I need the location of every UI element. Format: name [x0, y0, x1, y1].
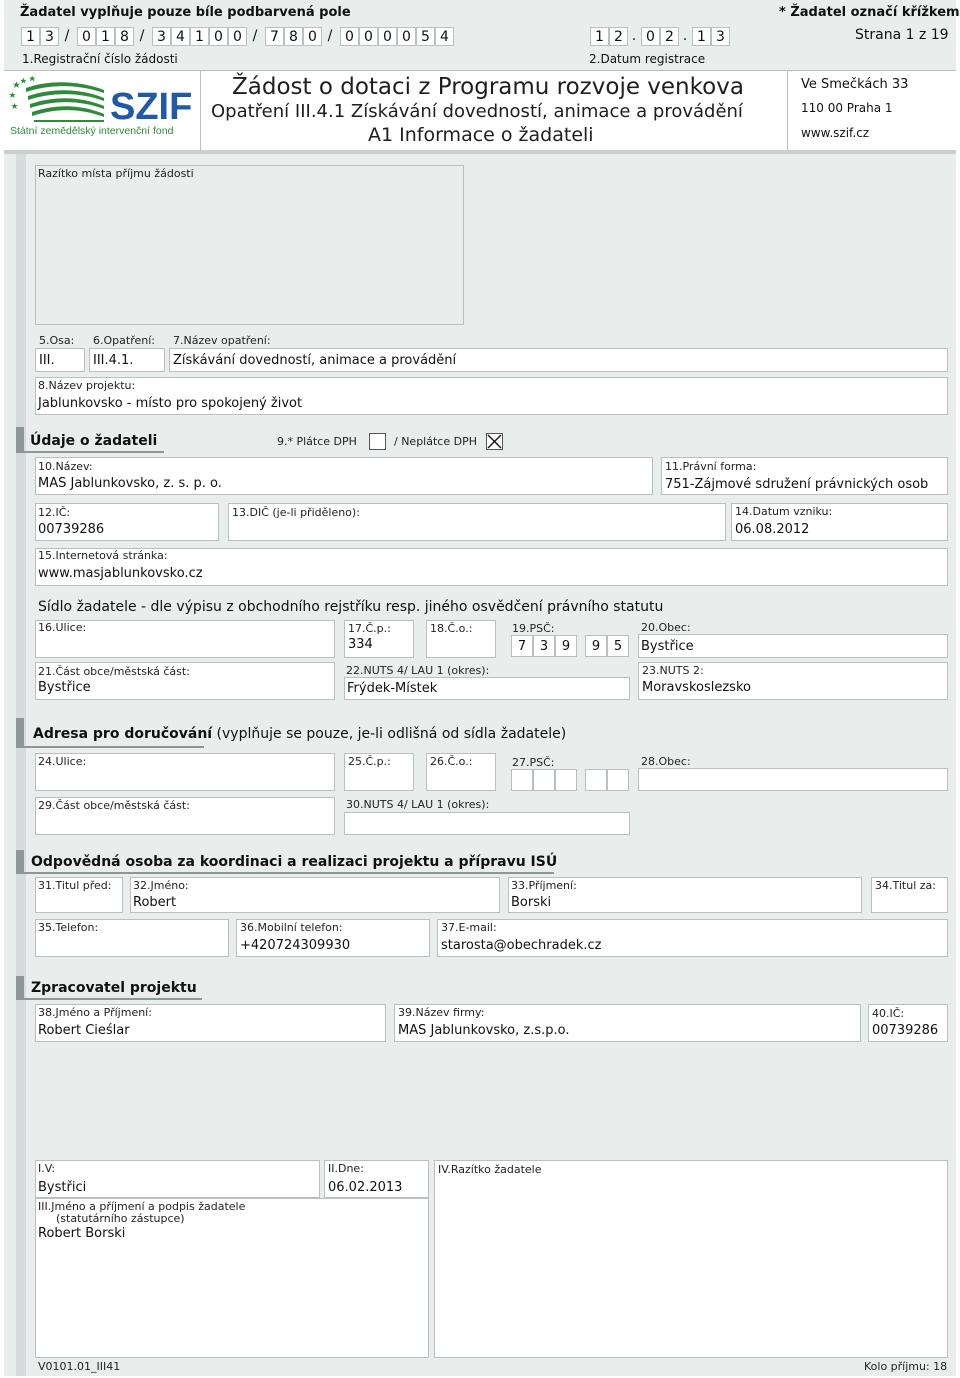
registration-digit: 1: [190, 27, 209, 46]
measure-name-label: 7.Název opatření:: [173, 334, 271, 347]
email-label: 37.E-mail:: [441, 921, 497, 934]
registration-date-digit: 1: [692, 27, 711, 46]
registration-separator: /: [252, 28, 258, 44]
measure-value: III.4.1.: [93, 353, 134, 368]
registration-digit: 5: [416, 27, 435, 46]
form-code: V0101.01_III41: [38, 1360, 121, 1373]
szif-logo-icon: [8, 76, 198, 140]
section-marker: [16, 976, 24, 1000]
seat-part-label: 21.Část obce/městská část:: [38, 665, 190, 678]
delivery-psc-digit[interactable]: [511, 769, 533, 791]
form-instructions: Žadatel vyplňuje pouze bíle podbarvená pole: [20, 5, 351, 20]
logo-text: SZIF: [110, 86, 193, 128]
delivery-nuts4-field[interactable]: [344, 812, 630, 835]
delivery-psc-digit[interactable]: [607, 769, 629, 791]
delivery-psc-digit[interactable]: [585, 769, 607, 791]
seat-psc-digit[interactable]: 7: [511, 635, 533, 657]
seat-co-label: 18.Č.o.:: [430, 622, 473, 635]
seat-city-value: Bystřice: [641, 639, 694, 654]
delivery-city-field[interactable]: [638, 768, 948, 791]
contact-heading: Odpovědná osoba za koordinaci a realizaci projektu a přípravu ISÚ: [31, 854, 558, 870]
seat-city-label: 20.Obec:: [641, 621, 691, 634]
form-title: Žádost o dotaci z Programu rozvoje venkova: [232, 74, 744, 100]
registration-separator: /: [64, 28, 70, 44]
founded-date-label: 14.Datum vzniku:: [735, 505, 833, 518]
seat-cp-label: 17.Č.p.:: [348, 622, 391, 635]
phone-label: 35.Telefon:: [38, 921, 99, 934]
email-value: starosta@obechradek.cz: [441, 938, 602, 953]
checkbox-cross-icon: [487, 434, 502, 449]
seat-cp-value: 334: [348, 637, 373, 652]
seat-psc-digit[interactable]: 3: [533, 635, 555, 657]
section-rule: [24, 872, 554, 874]
processor-firm-label: 39.Název firmy:: [398, 1006, 485, 1019]
registration-digit: 8: [115, 27, 134, 46]
section-marker: [16, 850, 24, 874]
brand-divider-right: [787, 71, 788, 151]
registration-digit: 1: [96, 27, 115, 46]
registration-separator: /: [139, 28, 145, 44]
processor-heading: Zpracovatel projektu: [31, 980, 197, 996]
registration-digit: 4: [171, 27, 190, 46]
delivery-psc-digit[interactable]: [533, 769, 555, 791]
delivery-heading-main: Adresa pro doručování: [33, 726, 213, 742]
seat-psc-label: 19.PSČ:: [512, 622, 555, 635]
seat-heading: Sídlo žadatele - dle výpisu z obchodního rejstříku resp. jiného osvědčení právního statutu: [38, 599, 664, 615]
registration-digit: 7: [265, 27, 284, 46]
processor-name-label: 38.Jméno a Příjmení:: [38, 1006, 152, 1019]
registration-digit: 0: [303, 27, 322, 46]
delivery-part-label: 29.Část obce/městská část:: [38, 799, 190, 812]
seat-nuts2-label: 23.NUTS 2:: [642, 664, 704, 677]
processor-name-value: Robert Cieślar: [38, 1023, 130, 1038]
delivery-psc-digit[interactable]: [555, 769, 577, 791]
last-name-label: 33.Příjmení:: [511, 879, 577, 892]
seat-nuts2-value: Moravskoslezsko: [642, 680, 751, 695]
registration-date-digit: 3: [711, 27, 730, 46]
section-marker: [16, 427, 24, 453]
vat-nonpayer-label: / Neplátce DPH: [394, 435, 477, 448]
axis-value: III.: [39, 353, 55, 368]
registration-digit: 0: [228, 27, 247, 46]
seat-psc-digit[interactable]: 9: [585, 635, 607, 657]
seat-street-label: 16.Ulice:: [38, 621, 87, 634]
axis-label: 5.Osa:: [39, 334, 75, 347]
delivery-cp-label: 25.Č.p.:: [348, 755, 391, 768]
place-label: I.V:: [38, 1162, 56, 1175]
registration-date-digit: 2: [609, 27, 628, 46]
registration-date-label: 2.Datum registrace: [589, 52, 706, 66]
measure-label: 6.Opatření:: [93, 334, 155, 347]
delivery-co-label: 26.Č.o.:: [430, 755, 473, 768]
registration-date-digit: 0: [641, 27, 660, 46]
szif-website: www.szif.cz: [801, 126, 870, 140]
registration-number-label: 1.Registrační číslo žádosti: [22, 52, 178, 66]
sign-date-value: 06.02.2013: [328, 1180, 403, 1195]
registration-digit: 3: [152, 27, 171, 46]
delivery-street-label: 24.Ulice:: [38, 755, 87, 768]
website-label: 15.Internetová stránka:: [38, 549, 168, 562]
registration-digit: 0: [340, 27, 359, 46]
processor-ic-value: 00739286: [872, 1023, 939, 1038]
intake-round: Kolo příjmu: 18: [864, 1360, 948, 1373]
processor-firm-value: MAS Jablunkovsko, z.s.p.o.: [398, 1023, 570, 1038]
applicant-name-label: 10.Název:: [38, 460, 93, 473]
seat-nuts4-value: Frýdek-Místek: [347, 681, 438, 696]
left-margin-bar: [16, 154, 26, 1376]
mobile-value: +420724309930: [240, 938, 351, 953]
signer-sublabel: (statutárního zástupce): [56, 1212, 185, 1225]
registration-digit: 0: [209, 27, 228, 46]
applicant-name-value: MAS Jablunkovsko, z. s. p. o.: [38, 476, 222, 491]
title-before-label: 31.Titul před:: [38, 879, 112, 892]
szif-address-street: Ve Smečkách 33: [801, 77, 909, 92]
registration-digit: 4: [435, 27, 454, 46]
applicant-stamp-label: IV.Razítko žadatele: [438, 1163, 542, 1176]
delivery-heading-note: (vyplňuje se pouze, je-li odlišná od sídla žadatele): [212, 726, 567, 742]
registration-digit: 0: [378, 27, 397, 46]
szif-address-city: 110 00 Praha 1: [801, 101, 893, 115]
last-name-value: Borski: [511, 895, 552, 910]
processor-ic-label: 40.IČ:: [872, 1007, 905, 1020]
measure-name-value: Získávání dovedností, animace a provádění: [173, 353, 457, 368]
sign-date-label: II.Dne:: [328, 1162, 364, 1175]
ic-value: 00739286: [38, 522, 105, 537]
first-name-value: Robert: [133, 895, 177, 910]
registration-digit: 3: [40, 27, 59, 46]
registration-digit: 0: [359, 27, 378, 46]
founded-date-value: 06.08.2012: [735, 522, 810, 537]
applicant-heading: Údaje o žadateli: [30, 433, 158, 449]
project-name-label: 8.Název projektu:: [38, 379, 136, 392]
dic-label: 13.DIČ (je-li přiděleno):: [232, 506, 360, 519]
place-value: Bystřici: [38, 1180, 87, 1195]
registration-digit: 0: [77, 27, 96, 46]
delivery-psc-label: 27.PSČ:: [512, 756, 555, 769]
registration-digit: 1: [21, 27, 40, 46]
registration-date-digit: 2: [660, 27, 679, 46]
page-number: Strana 1 z 19: [855, 27, 949, 43]
stamp-area: [35, 165, 464, 325]
first-name-label: 32.Jméno:: [133, 879, 189, 892]
signer-label: III.Jméno a příjmení a podpis žadatele: [38, 1200, 246, 1213]
seat-part-value: Bystřice: [38, 680, 91, 695]
vat-payer-checkbox[interactable]: [369, 433, 386, 450]
registration-digit: 8: [284, 27, 303, 46]
seat-nuts4-label: 22.NUTS 4/ LAU 1 (okres):: [346, 664, 490, 677]
website-value: www.masjablunkovsko.cz: [38, 566, 203, 581]
delivery-nuts4-label: 30.NUTS 4/ LAU 1 (okres):: [346, 798, 490, 811]
vat-nonpayer-checkbox[interactable]: [486, 433, 503, 450]
measure-title: Opatření III.4.1 Získávání dovedností, animace a provádění: [211, 101, 743, 122]
registration-date-separator: .: [682, 28, 688, 44]
registration-date-separator: .: [631, 28, 637, 44]
vat-payer-label: 9.* Plátce DPH: [277, 435, 357, 448]
brand-divider-left: [200, 71, 201, 151]
signer-value: Robert Borski: [38, 1226, 126, 1241]
seat-psc-digit[interactable]: 9: [555, 635, 577, 657]
seat-psc-digit[interactable]: 5: [607, 635, 629, 657]
logo-subtitle: Státní zemědělský intervenční fond: [10, 125, 174, 137]
delivery-heading: [33, 726, 566, 742]
section-title: A1 Informace o žadateli: [368, 124, 594, 146]
section-rule: [24, 998, 202, 1000]
project-name-value: Jablunkovsko - místo pro spokojený život: [38, 396, 303, 411]
registration-digit: 0: [397, 27, 416, 46]
section-rule: [24, 451, 164, 453]
cross-instruction: * Žadatel označí křížkem: [779, 5, 960, 20]
legal-form-value: 751-Zájmové sdružení právnických osob: [665, 477, 929, 492]
section-rule: [24, 746, 204, 748]
legal-form-label: 11.Právní forma:: [665, 460, 757, 473]
section-marker: [16, 718, 24, 748]
mobile-label: 36.Mobilní telefon:: [240, 921, 343, 934]
applicant-stamp-field[interactable]: [434, 1160, 948, 1358]
title-after-label: 34.Titul za:: [875, 879, 936, 892]
registration-separator: /: [327, 28, 333, 44]
registration-date-digit: 1: [590, 27, 609, 46]
stamp-label: Razítko místa příjmu žádosti: [38, 167, 194, 180]
delivery-city-label: 28.Obec:: [641, 755, 691, 768]
ic-label: 12.IČ:: [38, 506, 71, 519]
